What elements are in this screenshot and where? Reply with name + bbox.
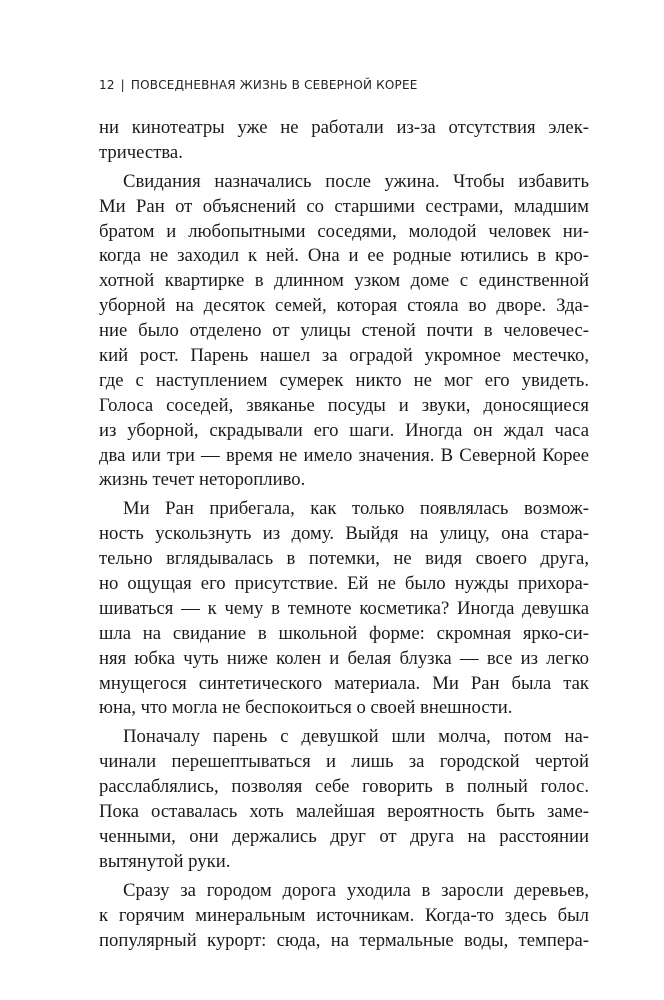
text-line: кий рост. Парень нашел за оградой укромное местечко, xyxy=(99,345,589,367)
text-line: Свидания назначались после ужина. Чтобы избавить xyxy=(123,170,589,192)
text-line: тричества. xyxy=(99,141,183,163)
text-line: братом и любопытными соседями, молодой человек ни- xyxy=(99,220,589,242)
text-line: хотной квартирке в длинном узком доме с единственной xyxy=(99,270,589,292)
running-title: ПОВСЕДНЕВНАЯ ЖИЗНЬ В СЕВЕРНОЙ КОРЕЕ xyxy=(130,78,418,92)
text-line: но ощущая его присутствие. Ей не было нужды прихора- xyxy=(99,573,589,595)
text-line: Голоса соседей, звяканье посуды и звуки, доносящиеся xyxy=(99,394,589,416)
text-line: Сразу за городом дорога уходила в заросли деревьев, xyxy=(123,879,589,901)
text-line: шла на свидание в школьной форме: скромная ярко-си- xyxy=(99,622,589,644)
text-line: няя юбка чуть ниже колен и белая блузка — все из легко xyxy=(99,647,589,669)
paragraph xyxy=(99,170,589,494)
text-line: ченными, они держались друг от друга на расстоянии xyxy=(99,825,589,847)
page-number: 12 xyxy=(99,78,115,92)
paragraph xyxy=(99,879,589,954)
text-line: ность ускользнуть из дому. Выйдя на улицу, она стара- xyxy=(99,523,589,545)
text-line: расслаблялись, позволяя себе говорить в полный голос. xyxy=(99,776,589,798)
paragraph xyxy=(99,725,589,874)
text-line: уборной на десяток семей, которая стояла во дворе. Зда- xyxy=(99,295,589,317)
text-line: чинали перешептываться и лишь за городской чертой xyxy=(99,751,589,773)
text-line: два или три — время не имело значения. В Северной Корее xyxy=(99,444,589,466)
paragraph xyxy=(99,116,589,166)
text-line: ни кинотеатры уже не работали из-за отсутствия элек- xyxy=(99,117,589,138)
text-line: Пока оставалась хоть малейшая вероятность быть заме- xyxy=(99,801,589,823)
text-line: из уборной, скрадывали его шаги. Иногда он ждал часа xyxy=(99,419,589,441)
text-line: ние было отделено от улицы стеной почти в человечес- xyxy=(99,320,589,342)
text-line: Ми Ран от объяснений со старшими сестрами, младшим xyxy=(99,195,589,217)
text-line: шиваться — к чему в темноте косметика? Иногда девушка xyxy=(99,597,589,619)
text-line: вытянутой руки. xyxy=(99,850,231,872)
text-line: популярный курорт: сюда, на термальные воды, темпера- xyxy=(99,929,589,951)
text-line: когда не заходил к ней. Она и ее родные ютились в кро- xyxy=(99,245,589,267)
text-line: тельно вглядывалась в потемки, не видя своего друга, xyxy=(99,548,589,570)
text-line: мнущегося синтетического материала. Ми Ран была так xyxy=(99,672,589,694)
running-header xyxy=(99,78,418,92)
text-line: юна, что могла не беспокоиться о своей внешности. xyxy=(99,697,513,719)
text-line: к горячим минеральным источникам. Когда-то здесь был xyxy=(99,904,589,926)
body-text xyxy=(99,116,589,957)
text-line: Поначалу парень с девушкой шли молча, потом на- xyxy=(123,726,589,748)
text-line: жизнь течет неторопливо. xyxy=(99,469,306,491)
text-line: где с наступлением сумерек никто не мог его увидеть. xyxy=(99,369,589,391)
header-separator: | xyxy=(120,78,125,92)
text-line: Ми Ран прибегала, как только появлялась возмож- xyxy=(123,498,589,520)
paragraph xyxy=(99,497,589,721)
